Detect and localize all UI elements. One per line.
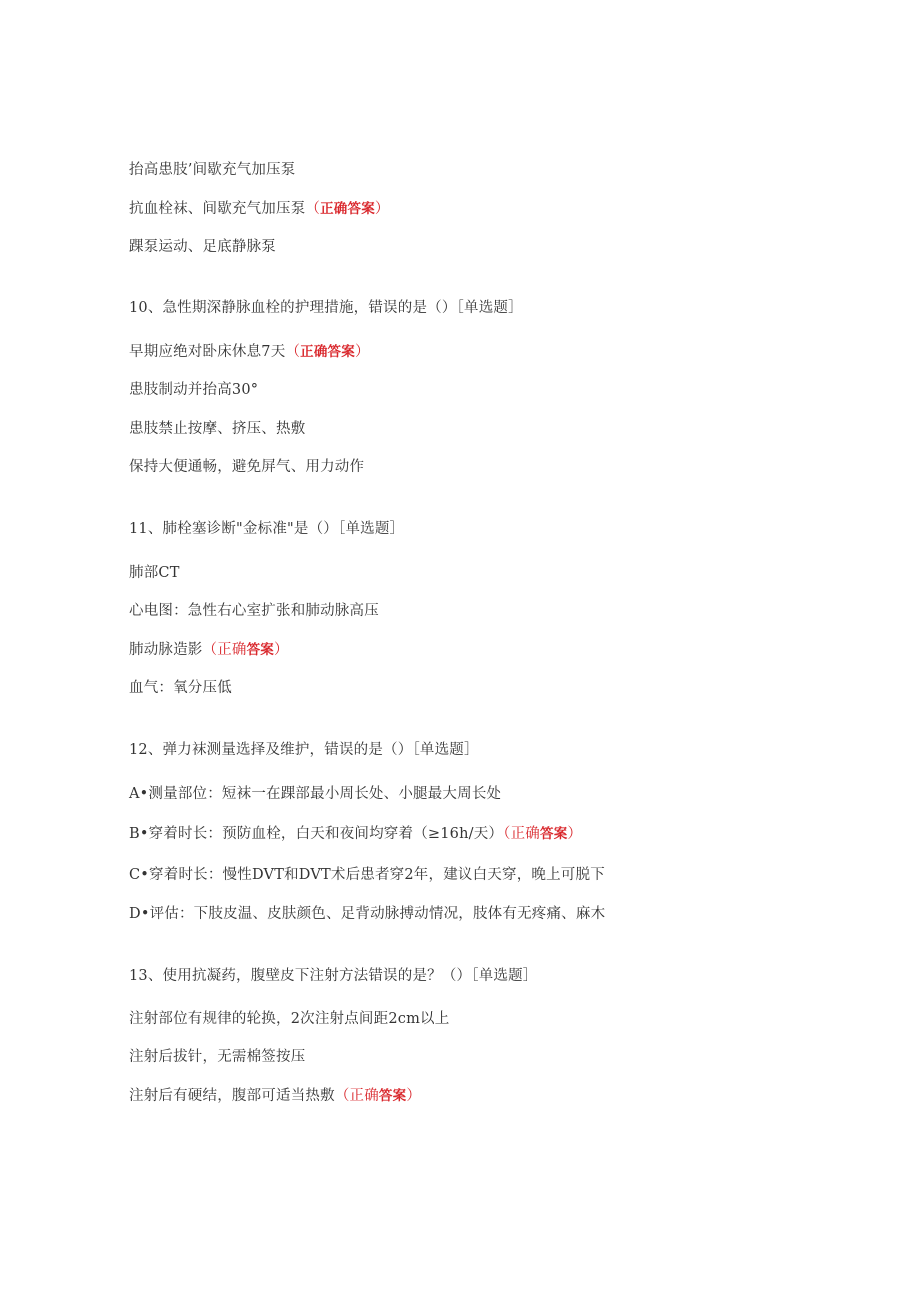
q11-option-3: 肺动脉造影（正确答案）	[129, 642, 289, 658]
correct-answer-marker: （正确答案）	[503, 826, 583, 842]
q10-option-3: 患肢禁止按摩、挤压、热敷	[129, 421, 306, 437]
q13-option-3: 注射后有硬结，腹部可适当热敷（正确答案）	[129, 1088, 422, 1104]
q11-option-1: 肺部CT	[129, 565, 180, 581]
question-13-stem: 13、使用抗凝药，腹壁皮下注射方法错误的是？（）［单选题］	[129, 968, 538, 984]
q11-option-2: 心电图：急性右心室扩张和肺动脉高压	[129, 603, 379, 619]
q12-option-b: B•穿着时长：预防血栓，白天和夜间均穿着（≥16h/天）（正确答案）	[129, 826, 583, 842]
correct-answer-marker: （正确答案）	[305, 201, 390, 217]
question-12-stem: 12、弹力袜测量选择及维护，错误的是（）［单选题］	[129, 742, 479, 758]
q12-option-d: D•评估：下肢皮温、皮肤颜色、足背动脉搏动情况，肢体有无疼痛、麻木	[129, 906, 606, 922]
q10-option-4: 保持大便通畅，避免屏气、用力动作	[129, 459, 365, 475]
q9-option-3: 踝泵运动、足底静脉泵	[129, 239, 276, 255]
correct-answer-marker: （正确答案）	[285, 344, 370, 360]
q13-option-2: 注射后拔针，无需棉签按压	[129, 1049, 306, 1065]
q9-option-2: 抗血栓袜、间歇充气加压泵（正确答案）	[129, 201, 390, 217]
q12-option-c: C•穿着时长：慢性DVT和DVT术后患者穿2年，建议白天穿，晚上可脱下	[129, 867, 605, 883]
q11-option-4: 血气：氧分压低	[129, 680, 232, 696]
correct-answer-marker: （正确答案）	[334, 1088, 422, 1104]
q10-option-1: 早期应绝对卧床休息7天（正确答案）	[129, 344, 370, 360]
q13-option-1: 注射部位有规律的轮换，2次注射点间距2cm以上	[129, 1011, 450, 1027]
q12-option-a: A•测量部位：短袜一在踝部最小周长处、小腿最大周长处	[129, 786, 502, 802]
question-11-stem: 11、肺栓塞诊断"金标准"是（）［单选题］	[129, 521, 405, 537]
correct-answer-marker: （正确答案）	[202, 642, 289, 658]
question-10-stem: 10、急性期深静脉血栓的护理措施，错误的是（）［单选题］	[129, 300, 523, 316]
q9-option-1: 抬高患肢’间歇充气加压泵	[129, 162, 296, 178]
q10-option-2: 患肢制动并抬高30°	[129, 382, 259, 398]
